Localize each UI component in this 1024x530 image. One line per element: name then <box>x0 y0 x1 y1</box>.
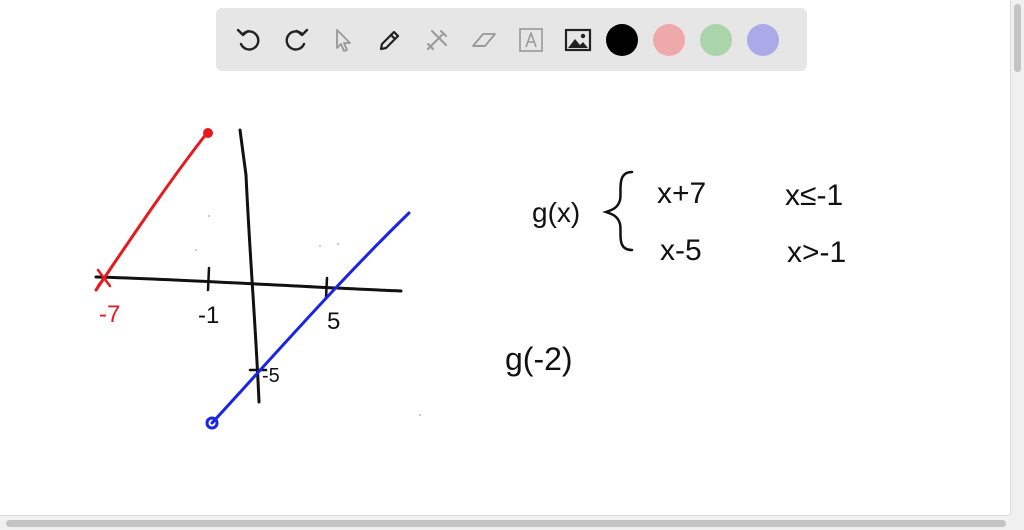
vertical-scroll-thumb[interactable] <box>1014 4 1021 72</box>
label-neg-five: -5 <box>262 365 280 387</box>
stray-mark <box>319 245 321 247</box>
piece-1-condition: x≤-1 <box>785 179 844 212</box>
stray-mark <box>195 249 197 251</box>
tick-five <box>326 278 327 298</box>
piece-2-condition: x>-1 <box>787 236 847 269</box>
horizontal-scrollbar[interactable] <box>0 515 1024 530</box>
label-five: 5 <box>327 308 341 335</box>
blue-line <box>212 213 409 423</box>
evaluate-expression: g(-2) <box>505 341 573 377</box>
piece-2-expression: x-5 <box>660 234 702 267</box>
label-neg-seven: -7 <box>99 301 121 328</box>
horizontal-scroll-thumb[interactable] <box>6 520 1006 527</box>
scrollbar-corner <box>1010 515 1024 530</box>
tick-neg-one <box>208 268 209 290</box>
piece-1-expression: x+7 <box>657 177 707 210</box>
vertical-scrollbar[interactable] <box>1010 0 1024 515</box>
red-endpoint-dot <box>203 128 213 138</box>
label-neg-one: -1 <box>198 302 220 329</box>
y-axis <box>240 130 259 402</box>
function-label: g(x) <box>532 197 581 228</box>
stray-mark <box>208 215 210 217</box>
stray-mark <box>419 414 421 416</box>
stray-mark <box>337 243 339 245</box>
red-line-segment <box>96 133 207 290</box>
x-axis <box>96 277 401 291</box>
piecewise-brace <box>606 172 632 250</box>
